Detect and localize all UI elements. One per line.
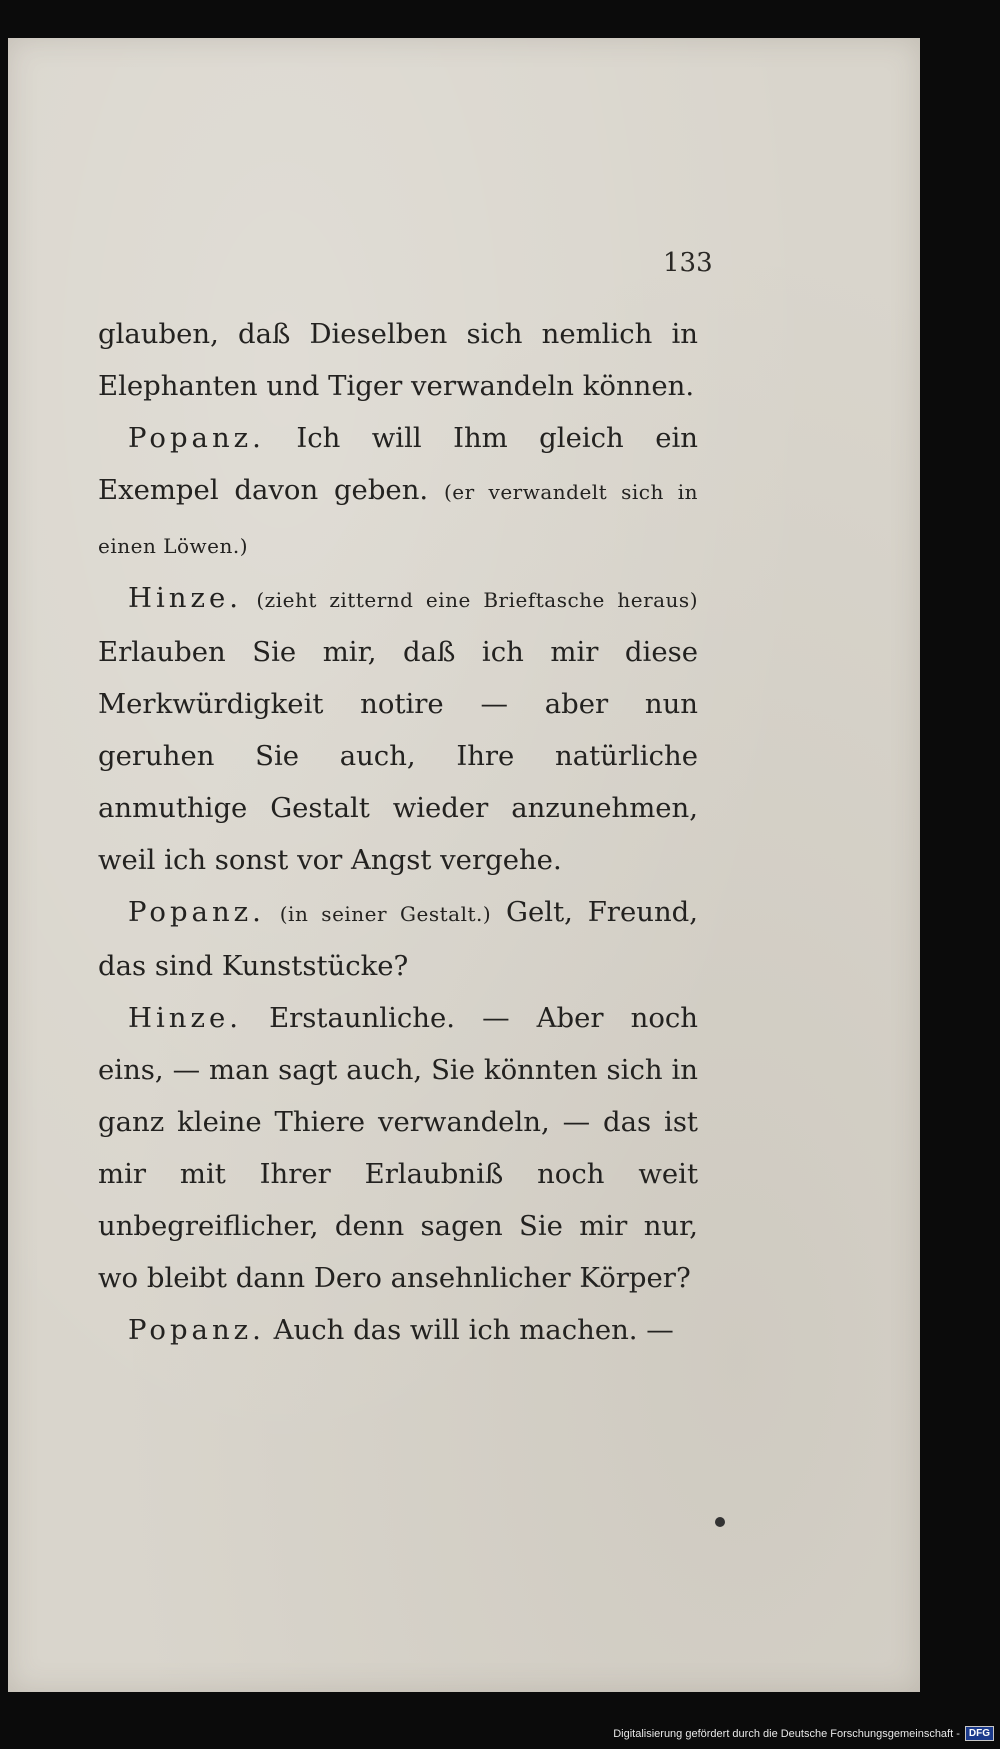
paragraph	[98, 412, 698, 572]
paragraph-text: glauben, daß Dieselben sich nemlich in Elephanten und Tiger verwandeln können.	[98, 318, 698, 402]
book-page	[8, 38, 920, 1692]
speaker-name: Hinze.	[128, 1002, 242, 1034]
paragraph	[98, 572, 698, 886]
paragraph	[98, 308, 698, 412]
speaker-name: Popanz.	[128, 896, 265, 928]
funding-credit-text: Digitalisierung gefördert durch die Deutsche Forschungsgemeinschaft -	[613, 1727, 960, 1740]
stage-direction: (zieht zitternd eine Brieftasche heraus)	[256, 588, 699, 612]
paragraph	[98, 992, 698, 1304]
paragraph-text: Erstaunliche. — Aber noch eins, — man sagt auch, Sie könnten sich in ganz kleine Thiere verwandeln, — das ist mir mit Ihrer Erlaubniß noch weit unbegreiflicher, denn sagen Sie mir nur, wo bleibt dann Dero ansehnlicher Körper?	[98, 1002, 698, 1294]
paragraph-text: Ich will Ihm gleich ein Exempel davon geben.	[98, 422, 698, 506]
page-number: 133	[663, 248, 713, 278]
dfg-logo-icon: DFG	[965, 1726, 994, 1741]
speaker-name: Popanz.	[128, 1314, 265, 1346]
paragraph-text: Auch das will ich machen. —	[273, 1314, 674, 1346]
ink-spot	[715, 1517, 725, 1527]
paragraph-text: Erlauben Sie mir, daß ich mir diese Merkwürdigkeit notire — aber nun geruhen Sie auch, Ihre natürliche anmuthige Gestalt wieder anzunehmen, weil ich sonst vor Angst vergehe.	[98, 636, 698, 876]
paragraph	[98, 886, 698, 992]
speaker-name: Popanz.	[128, 422, 265, 454]
page-text	[98, 308, 698, 1356]
paragraph	[98, 1304, 698, 1356]
stage-direction: (er verwandelt sich in einen Löwen.)	[98, 480, 698, 558]
paragraph-text: Gelt, Freund, das sind Kunststücke?	[98, 896, 698, 982]
stage-direction: (in seiner Gestalt.)	[279, 902, 492, 926]
speaker-name: Hinze.	[128, 582, 242, 614]
footer-credit	[613, 1726, 994, 1741]
